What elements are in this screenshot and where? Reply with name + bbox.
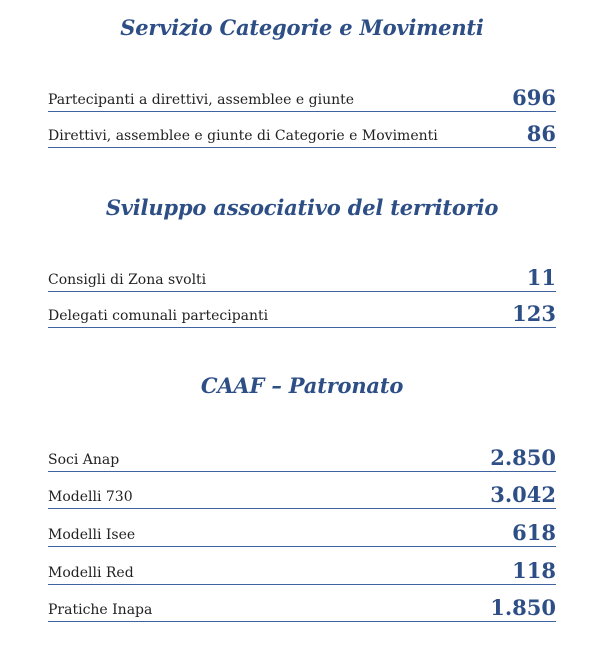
stat-value: 123 [512, 301, 556, 326]
stat-label: Soci Anap [48, 451, 120, 468]
stat-row [48, 472, 556, 510]
stat-value: 1.850 [490, 595, 556, 621]
stat-row [48, 112, 556, 148]
stat-label: Modelli 730 [48, 489, 133, 506]
stat-value: 618 [512, 520, 556, 546]
section-categorie-movimenti [48, 14, 556, 148]
stat-label: Direttivi, assemblee e giunte di Categorie e Movimenti [48, 128, 438, 144]
section-title: Servizio Categorie e Movimenti [120, 15, 484, 40]
section-caaf-patronato [48, 372, 556, 622]
stat-row [48, 547, 556, 585]
stat-label: Pratiche Inapa [48, 602, 153, 619]
stat-label: Delegati comunali partecipanti [48, 308, 269, 324]
section-sviluppo-territorio [48, 194, 556, 328]
stat-row [48, 585, 556, 623]
stats-list [48, 256, 556, 328]
stats-list [48, 434, 556, 622]
stat-value: 3.042 [490, 482, 556, 508]
stat-row [48, 509, 556, 547]
stat-row [48, 256, 556, 292]
stat-label: Modelli Red [48, 564, 134, 581]
stat-value: 11 [526, 265, 556, 290]
stat-value: 2.850 [490, 444, 556, 470]
stat-label: Consigli di Zona svolti [48, 272, 207, 288]
stat-row [48, 292, 556, 328]
stat-label: Partecipanti a direttivi, assemblee e giunte [48, 92, 355, 108]
stat-label: Modelli Isee [48, 527, 136, 544]
stat-value: 86 [526, 121, 556, 146]
stats-list [48, 76, 556, 148]
section-title: CAAF – Patronato [200, 373, 404, 398]
stat-row [48, 434, 556, 472]
stat-value: 696 [512, 85, 556, 110]
stat-row [48, 76, 556, 112]
stat-value: 118 [512, 557, 556, 583]
section-title: Sviluppo associativo del territorio [105, 195, 499, 220]
